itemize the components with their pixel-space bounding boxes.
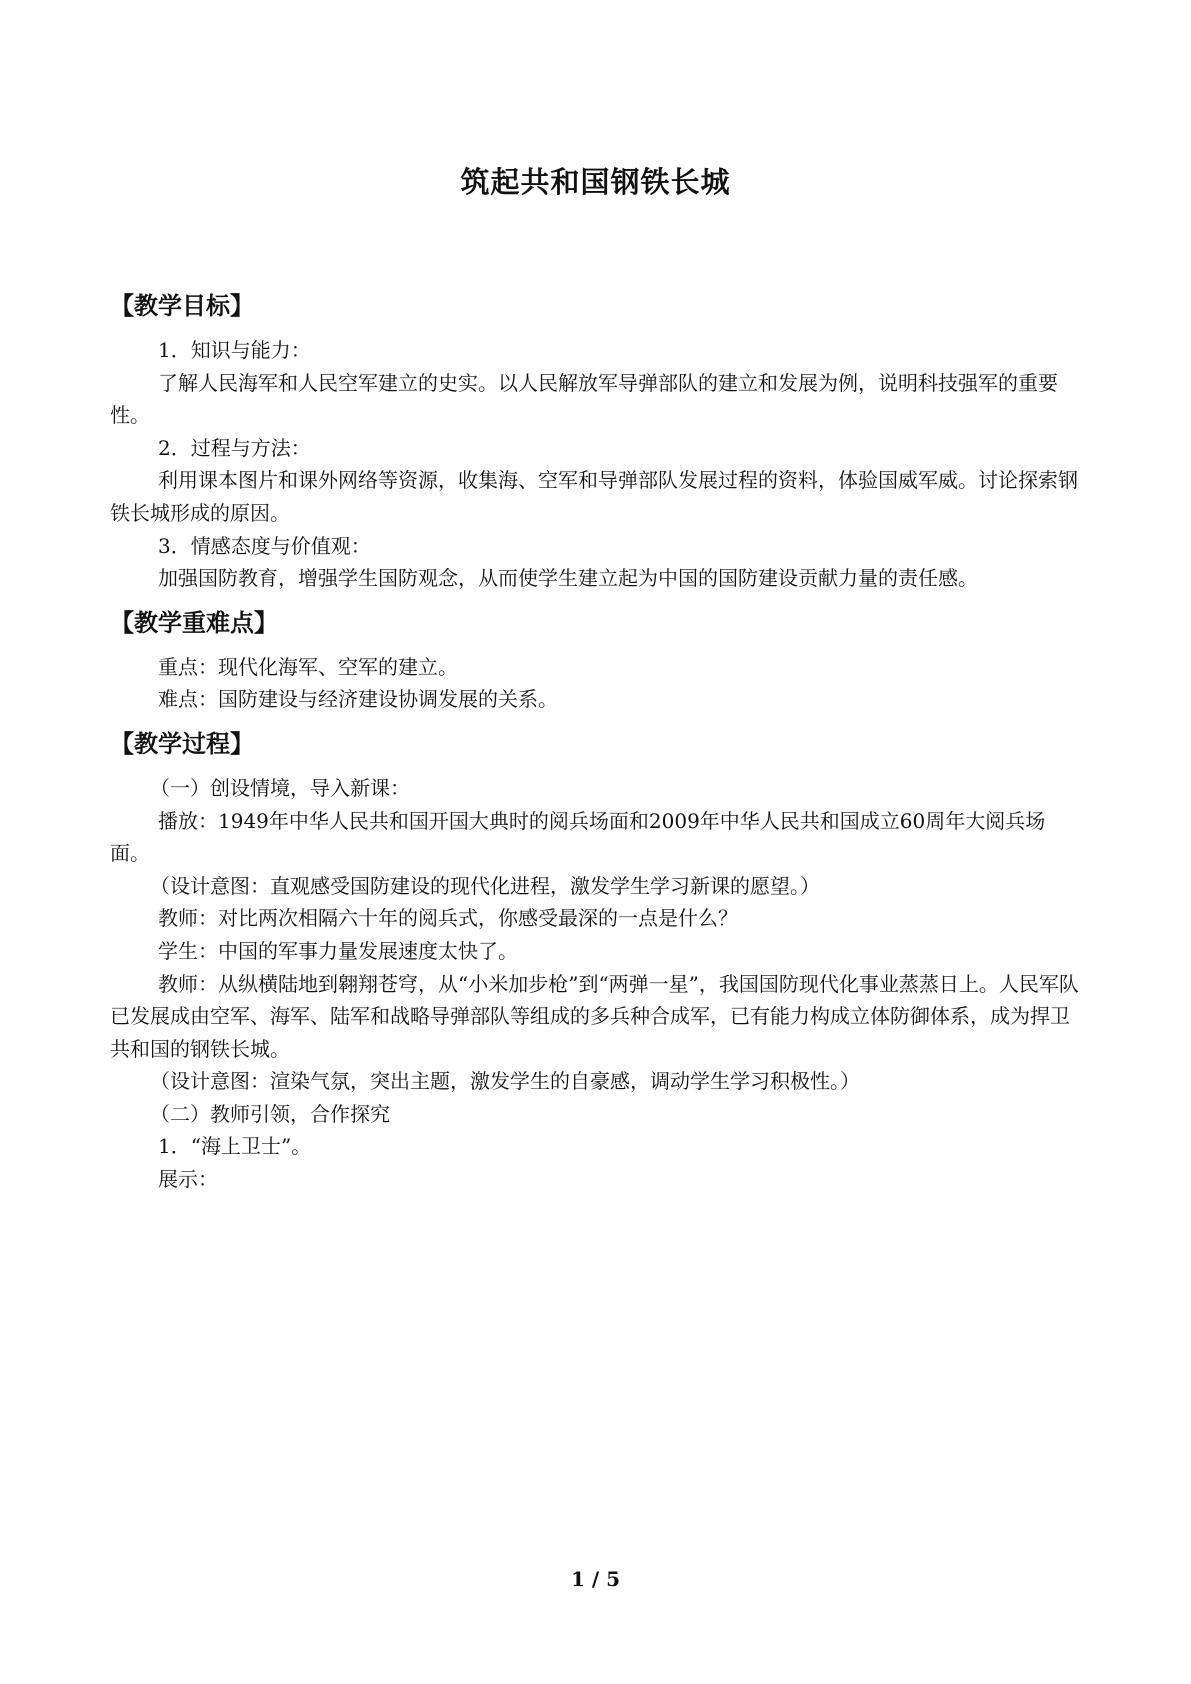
section-heading-process: 【教学过程】 xyxy=(110,729,254,758)
document-title: 筑起共和国钢铁长城 xyxy=(460,165,731,199)
goals-line-1: 1．知识与能力： xyxy=(158,338,311,362)
section-heading-goals: 【教学目标】 xyxy=(110,292,254,320)
document-body xyxy=(110,288,1085,1196)
process-line-7: （设计意图：渲染气氛，突出主题，激发学生的自豪感，调动学生学习积极性。） xyxy=(150,1069,860,1094)
process-line-1: （一）创设情境，导入新课： xyxy=(150,775,410,800)
process-line-8: （二）教师引领，合作探究 xyxy=(150,1101,390,1126)
keypoints-line-2: 难点：国防建设与经济建设协调发展的关系。 xyxy=(158,687,558,712)
process-line-4: 教师：对比两次相隔六十年的阅兵式，你感受最深的一点是什么？ xyxy=(158,906,738,931)
keypoints-line-1: 重点：现代化海军、空军的建立。 xyxy=(158,654,458,679)
process-line-9: 1．“海上卫士”。 xyxy=(158,1134,312,1159)
process-line-2: 播放：1949年中华人民共和国开国大典时的阅兵场面和2009年中华人民共和国成立60周年大阅兵场面。 xyxy=(110,808,1046,866)
page-number: 1 / 5 xyxy=(570,1567,621,1591)
process-line-6: 教师：从纵横陆地到翱翔苍穹，从“小米加步枪”到“两弹一星”，我国国防现代化事业蒸蒸日上。人民军队已发展成由空军、海军、陆军和战略导弹部队等组成的多兵种合成军，已有能力构成立体防御体系，成为捍卫共和国的钢铁长城。 xyxy=(110,971,1079,1061)
goals-line-4: 利用课本图片和课外网络等资源，收集海、空军和导弹部队发展过程的资料，体验国威军威。讨论探索钢铁长城形成的原因。 xyxy=(110,468,1078,525)
process-line-3: （设计意图：直观感受国防建设的现代化进程，激发学生学习新课的愿望。） xyxy=(150,873,820,898)
section-heading-keypoints: 【教学重难点】 xyxy=(110,608,278,637)
process-line-10: 展示： xyxy=(158,1167,218,1192)
goals-line-3: 2．过程与方法： xyxy=(158,435,311,460)
goals-line-6: 加强国防教育，增强学生国防观念，从而使学生建立起为中国的国防建设贡献力量的责任感。 xyxy=(158,566,978,591)
goals-line-5: 3．情感态度与价值观： xyxy=(158,533,371,558)
goals-line-2: 了解人民海军和人民空军建立的史实。以人民解放军导弹部队的建立和发展为例，说明科技强军的重要性。 xyxy=(110,370,1058,428)
process-line-5: 学生：中国的军事力量发展速度太快了。 xyxy=(158,938,518,963)
